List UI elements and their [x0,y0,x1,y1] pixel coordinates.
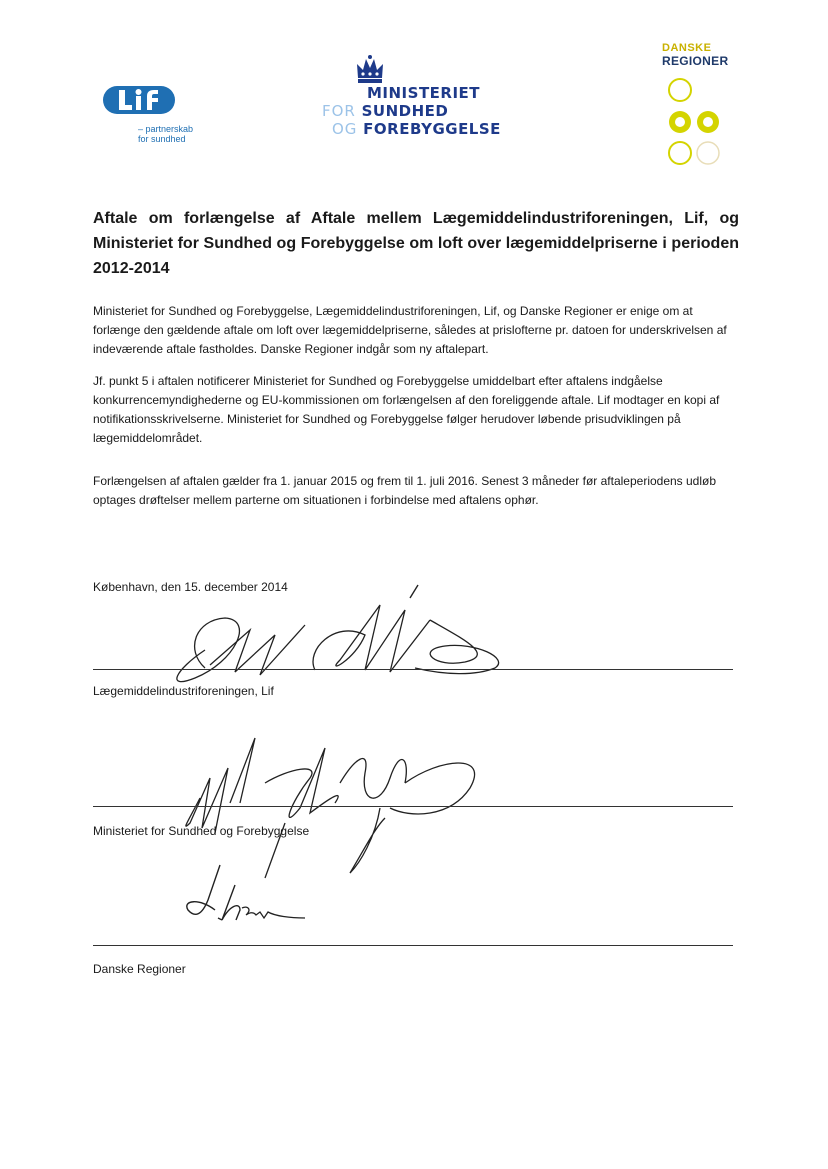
signatory-lif: Lægemiddelindustriforeningen, Lif [93,684,274,698]
signatory-ministry: Ministeriet for Sundhed og Forebyggelse [93,824,310,838]
lif-tagline: – partnerskab for sundhed [138,124,194,144]
ministry-line-3: OG FOREBYGGELSE [332,120,501,138]
signature-regions [180,860,320,930]
signatory-regions: Danske Regioner [93,962,186,976]
ministry-logo [322,52,512,142]
crown-icon [355,54,385,84]
lif-mark-icon [103,80,178,120]
place-date: København, den 15. december 2014 [93,580,288,594]
lif-logo [103,80,213,150]
regions-line-1: DANSKE [662,42,712,54]
paragraph-2: Jf. punkt 5 i aftalen notificerer Ministeriet for Sundhed og Forebyggelse umiddelbart efter aftalens indgåelse konkurrencemyndighederne og EU-kommissionen om forlængelsen af den foreliggende aftale. Lif modtager en kopi af notifikationsskrivelserne. Ministeriet for Sundhed og Forebyggelse følger herudover løbende prisudviklingen på lægemiddelområdet. [93,374,720,445]
signature-line-2 [93,806,733,807]
ministry-line-2: FOR SUNDHED [322,102,449,120]
paragraph-3: Forlængelsen af aftalen gælder fra 1. januar 2015 og frem til 1. juli 2016. Senest 3 måneder før aftaleperiodens udløb optages drøftelser mellem parterne om situationen i forbindelse med aftalens ophør. [93,474,717,507]
paragraph-1: Ministeriet for Sundhed og Forebyggelse, Lægemiddelindustriforeningen, Lif, og Danske Regioner er enige om at forlænge den gældende aftale om loft over lægemiddelpriserne, således at prislofterne pr. datoen for underskrivelsen af indeværende aftale fastholdes. Danske Regioner indgår som ny aftalepart. [93,304,727,356]
regions-line-2: REGIONER [662,54,729,68]
document-title: Aftale om forlængelse af Aftale mellem Lægemiddelindustriforeningen, Lif, og Ministeriet for Sundhed og Forebyggelse om loft over lægemiddelpriserne i perioden 2012-2014 [93,210,739,277]
signature-line-1 [93,669,733,670]
regions-logo [656,40,746,170]
ministry-line-1: MINISTERIET [367,84,481,102]
signature-lif [165,580,525,690]
signature-line-3 [93,945,733,946]
regions-circles-icon [656,78,736,170]
